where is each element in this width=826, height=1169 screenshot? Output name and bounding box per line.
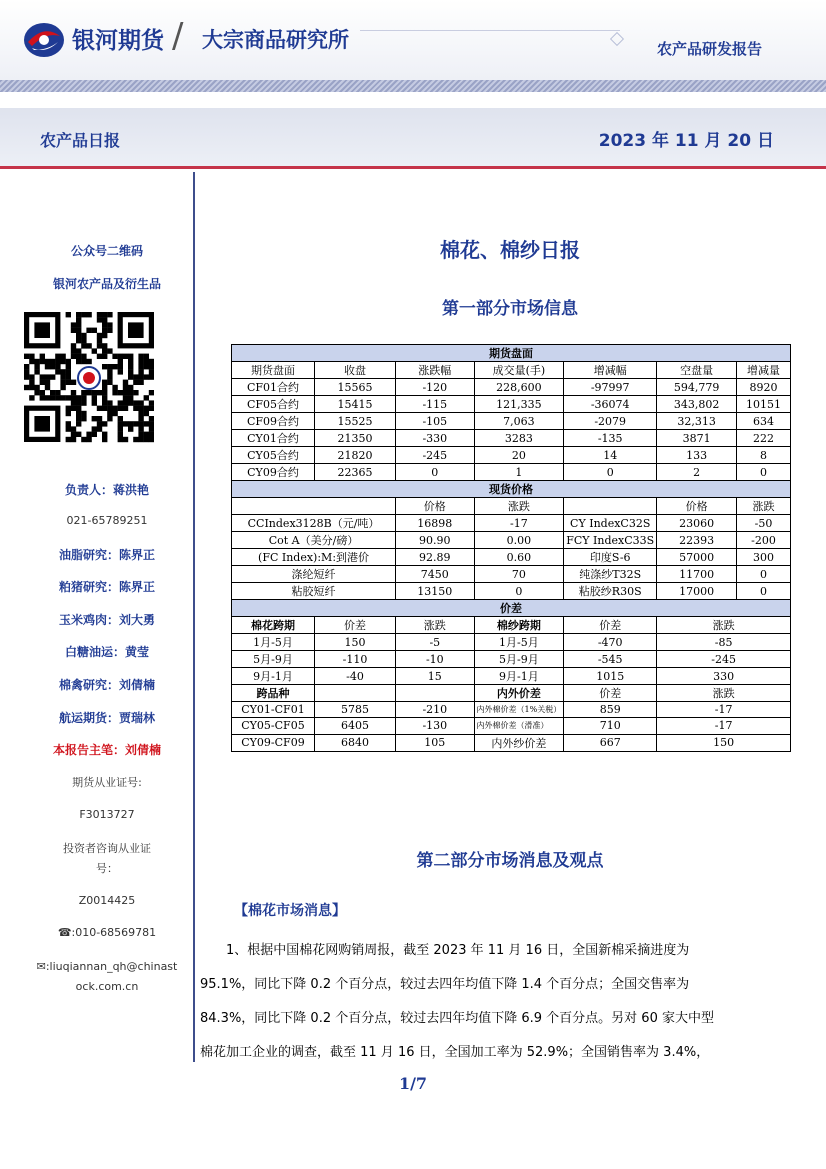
qr-label: 公众号二维码 [70, 244, 143, 258]
staff-item: 棉禽研究：刘倩楠 [58, 678, 155, 692]
table-cell: 150 [314, 634, 395, 651]
paragraph-line: 84.3%，同比下降 0.2 个百分点，较过去四年均值下降 6.9 个百分点。另对 60 家大中型 [200, 1011, 714, 1026]
table-cell: -97997 [564, 379, 657, 396]
table-cell: 133 [657, 447, 737, 464]
table-row [232, 566, 791, 583]
advisor-label-cont: 号： [96, 862, 118, 875]
galaxy-logo-icon [22, 20, 66, 60]
col-header [314, 685, 395, 702]
table-cell: 粘胶纱R30S [564, 583, 657, 600]
table-cell: CY09合约 [232, 464, 315, 481]
table-cell: 16898 [396, 515, 474, 532]
table-row [232, 668, 791, 685]
table-cell: -2079 [564, 413, 657, 430]
paragraph-line: 棉花加工企业的调查，截至 11 月 16 日，全国加工率为 52.9%；全国销售率为 3.4%， [200, 1045, 710, 1060]
table-cell: 859 [564, 702, 657, 718]
section-header-futures: 期货盘面 [232, 345, 791, 362]
daily-label: 农产品日报 [40, 131, 121, 150]
col-header: 涨跌幅 [396, 362, 474, 379]
table-cell: 0 [564, 464, 657, 481]
license-number: F3013727 [79, 808, 135, 821]
contact-email-cont[interactable]: ock.com.cn [75, 980, 139, 993]
table-cell: 22393 [657, 532, 737, 549]
table-cell: 1015 [564, 668, 657, 685]
table-cell: 710 [564, 718, 657, 734]
table-cell: -245 [657, 651, 791, 668]
owner: 负责人：蒋洪艳 [64, 483, 149, 497]
table-cell: 121,335 [474, 396, 564, 413]
table-cell: CCIndex3128B（元/吨） [232, 515, 396, 532]
table-cell: -135 [564, 430, 657, 447]
table-row [232, 430, 791, 447]
table-cell: (FC Index):M:到港价 [232, 549, 396, 566]
table-row [232, 718, 791, 734]
brand-name: 银河期货 [72, 28, 164, 54]
table-cell: 667 [564, 734, 657, 751]
table-cell: 300 [736, 549, 790, 566]
table-cell: -17 [657, 718, 791, 734]
table-cell: 5月-9月 [474, 651, 564, 668]
table-cell: 7450 [396, 566, 474, 583]
table-cell: -330 [396, 430, 474, 447]
table-cell: -120 [396, 379, 474, 396]
table-cell: 57000 [657, 549, 737, 566]
col-header: 棉花跨期 [232, 617, 315, 634]
table-header-row [232, 617, 791, 634]
col-header: 跨品种 [232, 685, 315, 702]
table-cell: 9月-1月 [474, 668, 564, 685]
table-cell: -110 [314, 651, 395, 668]
table-cell: CY05合约 [232, 447, 315, 464]
subheader-red-line [0, 166, 826, 169]
header-stripe-band [0, 80, 826, 92]
col-header: 价差 [314, 617, 395, 634]
qr-account-name: 银河农产品及衍生品 [52, 277, 161, 291]
table-cell: CY01合约 [232, 430, 315, 447]
table-cell: 23060 [657, 515, 737, 532]
col-header: 棉纱跨期 [474, 617, 564, 634]
section-title-part1: 第一部分市场信息 [442, 299, 578, 319]
table-cell: CF09合约 [232, 413, 315, 430]
staff-item: 玉米鸡肉：刘大勇 [58, 613, 155, 627]
table-row [232, 634, 791, 651]
col-header: 涨跌 [736, 498, 790, 515]
col-header: 增减量 [736, 362, 790, 379]
table-cell: 0 [736, 464, 790, 481]
table-cell: -10 [396, 651, 474, 668]
license-label: 期货从业证号: [72, 776, 142, 789]
table-cell: 涤纶短纤 [232, 566, 396, 583]
page-number: 1/7 [398, 1074, 428, 1093]
table-cell: -17 [474, 515, 564, 532]
table-cell: 20 [474, 447, 564, 464]
table-cell: -545 [564, 651, 657, 668]
section-title-part2: 第二部分市场消息及观点 [416, 851, 604, 871]
table-cell: CY IndexC32S [564, 515, 657, 532]
table-cell: 634 [736, 413, 790, 430]
table-cell: 7,063 [474, 413, 564, 430]
col-header [564, 498, 657, 515]
table-cell: -36074 [564, 396, 657, 413]
col-header: 内外价差 [474, 685, 564, 702]
table-cell: 纯涤纱T32S [564, 566, 657, 583]
table-cell: 6840 [314, 734, 395, 751]
table-cell: 0 [396, 464, 474, 481]
col-header: 涨跌 [657, 685, 791, 702]
table-cell: 5785 [314, 702, 395, 718]
table-cell: 15525 [314, 413, 395, 430]
cotton-news-heading: 【棉花市场消息】 [234, 903, 346, 919]
header-decor-line [360, 30, 620, 31]
table-header-row [232, 685, 791, 702]
table-row [232, 379, 791, 396]
table-cell: 0.00 [474, 532, 564, 549]
table-cell: 0 [474, 583, 564, 600]
table-cell: CY05-CF05 [232, 718, 315, 734]
report-title: 棉花、棉纱日报 [440, 238, 580, 262]
table-cell: -200 [736, 532, 790, 549]
table-row [232, 447, 791, 464]
owner-phone: 021-65789251 [66, 514, 148, 527]
col-header: 涨跌 [474, 498, 564, 515]
staff-item: 白糖油运：黄莹 [64, 645, 149, 659]
table-cell: 22365 [314, 464, 395, 481]
table-cell: -85 [657, 634, 791, 651]
table-cell: 0.60 [474, 549, 564, 566]
table-cell: 15 [396, 668, 474, 685]
table-cell: -470 [564, 634, 657, 651]
table-cell: 228,600 [474, 379, 564, 396]
table-cell: 1月-5月 [474, 634, 564, 651]
col-header: 价差 [564, 685, 657, 702]
main-author: 本报告主笔：刘倩楠 [52, 743, 161, 757]
table-cell: 内外棉价差（1%关税） [474, 702, 564, 718]
table-cell: -105 [396, 413, 474, 430]
qr-code-icon [24, 312, 154, 444]
table-cell: 0 [736, 566, 790, 583]
table-cell: 330 [657, 668, 791, 685]
table-row [232, 515, 791, 532]
table-row [232, 702, 791, 718]
table-cell: 222 [736, 430, 790, 447]
table-cell: 6405 [314, 718, 395, 734]
table-row [232, 583, 791, 600]
table-cell: 5月-9月 [232, 651, 315, 668]
table-cell: 10151 [736, 396, 790, 413]
table-cell: CY09-CF09 [232, 734, 315, 751]
table-cell: 594,779 [657, 379, 737, 396]
col-header: 收盘 [314, 362, 395, 379]
table-cell: 内外棉价差（滑准） [474, 718, 564, 734]
table-row [232, 549, 791, 566]
section-header-spread: 价差 [232, 600, 791, 617]
contact-phone: ☎:010-68569781 [57, 926, 157, 939]
table-cell: 21350 [314, 430, 395, 447]
table-cell: -17 [657, 702, 791, 718]
table-cell: 32,313 [657, 413, 737, 430]
table-cell: 2 [657, 464, 737, 481]
col-header: 涨跌 [396, 617, 474, 634]
table-cell: CY01-CF01 [232, 702, 315, 718]
col-header: 空盘量 [657, 362, 737, 379]
col-header [232, 498, 396, 515]
table-row [232, 651, 791, 668]
col-header: 期货盘面 [232, 362, 315, 379]
table-cell: Cot A（美分/磅） [232, 532, 396, 549]
staff-item: 航运期货：贾瑞林 [58, 711, 155, 725]
advisor-label: 投资者咨询从业证 [63, 842, 151, 855]
table-cell: -130 [396, 718, 474, 734]
col-header: 价格 [396, 498, 474, 515]
staff-item: 粕猪研究：陈界正 [58, 580, 155, 594]
table-cell: 70 [474, 566, 564, 583]
table-cell: 343,802 [657, 396, 737, 413]
table-cell: 11700 [657, 566, 737, 583]
table-cell: 17000 [657, 583, 737, 600]
table-cell: 92.89 [396, 549, 474, 566]
table-cell: -245 [396, 447, 474, 464]
table-row [232, 413, 791, 430]
col-header: 成交量(手) [474, 362, 564, 379]
table-cell: 14 [564, 447, 657, 464]
table-cell: 印度S-6 [564, 549, 657, 566]
institute-name: 大宗商品研究所 [202, 28, 349, 52]
staff-item: 油脂研究：陈界正 [58, 548, 155, 562]
table-cell: -5 [396, 634, 474, 651]
table-cell: 21820 [314, 447, 395, 464]
paragraph-line: 95.1%，同比下降 0.2 个百分点，较过去四年均值下降 1.4 个百分点；全国交售率为 [200, 977, 690, 992]
table-header-row [232, 498, 791, 515]
table-cell: -50 [736, 515, 790, 532]
table-header-row [232, 362, 791, 379]
table-cell: 13150 [396, 583, 474, 600]
table-cell: FCY IndexC33S [564, 532, 657, 549]
table-cell: 3871 [657, 430, 737, 447]
col-header: 价差 [564, 617, 657, 634]
advisor-number: Z0014425 [78, 894, 136, 907]
table-cell: CF01合约 [232, 379, 315, 396]
table-cell: CF05合约 [232, 396, 315, 413]
brand-separator: / [172, 16, 184, 56]
table-cell: 105 [396, 734, 474, 751]
table-cell: -115 [396, 396, 474, 413]
table-cell: 150 [657, 734, 791, 751]
table-cell: 0 [736, 583, 790, 600]
table-cell: -210 [396, 702, 474, 718]
table-cell: 1月-5月 [232, 634, 315, 651]
col-header: 涨跌 [657, 617, 791, 634]
table-row [232, 396, 791, 413]
table-row [232, 532, 791, 549]
table-row [232, 734, 791, 751]
col-header: 价格 [657, 498, 737, 515]
sidebar-divider [193, 172, 195, 1062]
table-cell: 3283 [474, 430, 564, 447]
table-cell: 8 [736, 447, 790, 464]
table-cell: 1 [474, 464, 564, 481]
report-type: 农产品研发报告 [656, 40, 762, 58]
table-cell: 粘胶短纤 [232, 583, 396, 600]
table-cell: 15415 [314, 396, 395, 413]
col-header [396, 685, 474, 702]
table-cell: 15565 [314, 379, 395, 396]
table-cell: 内外纱价差 [474, 734, 564, 751]
table-cell: 8920 [736, 379, 790, 396]
contact-email[interactable]: ✉:liuqiannan_qh@chinast [36, 960, 178, 973]
col-header: 增减幅 [564, 362, 657, 379]
paragraph-line: 1、根据中国棉花网购销周报，截至 2023 年 11 月 16 日，全国新棉采摘进度为 [226, 943, 690, 958]
section-header-spot: 现货价格 [232, 481, 791, 498]
table-cell: 90.90 [396, 532, 474, 549]
report-date: 2023 年 11 月 20 日 [598, 131, 774, 151]
market-table [231, 344, 791, 752]
table-cell: -40 [314, 668, 395, 685]
table-row [232, 464, 791, 481]
table-cell: 9月-1月 [232, 668, 315, 685]
